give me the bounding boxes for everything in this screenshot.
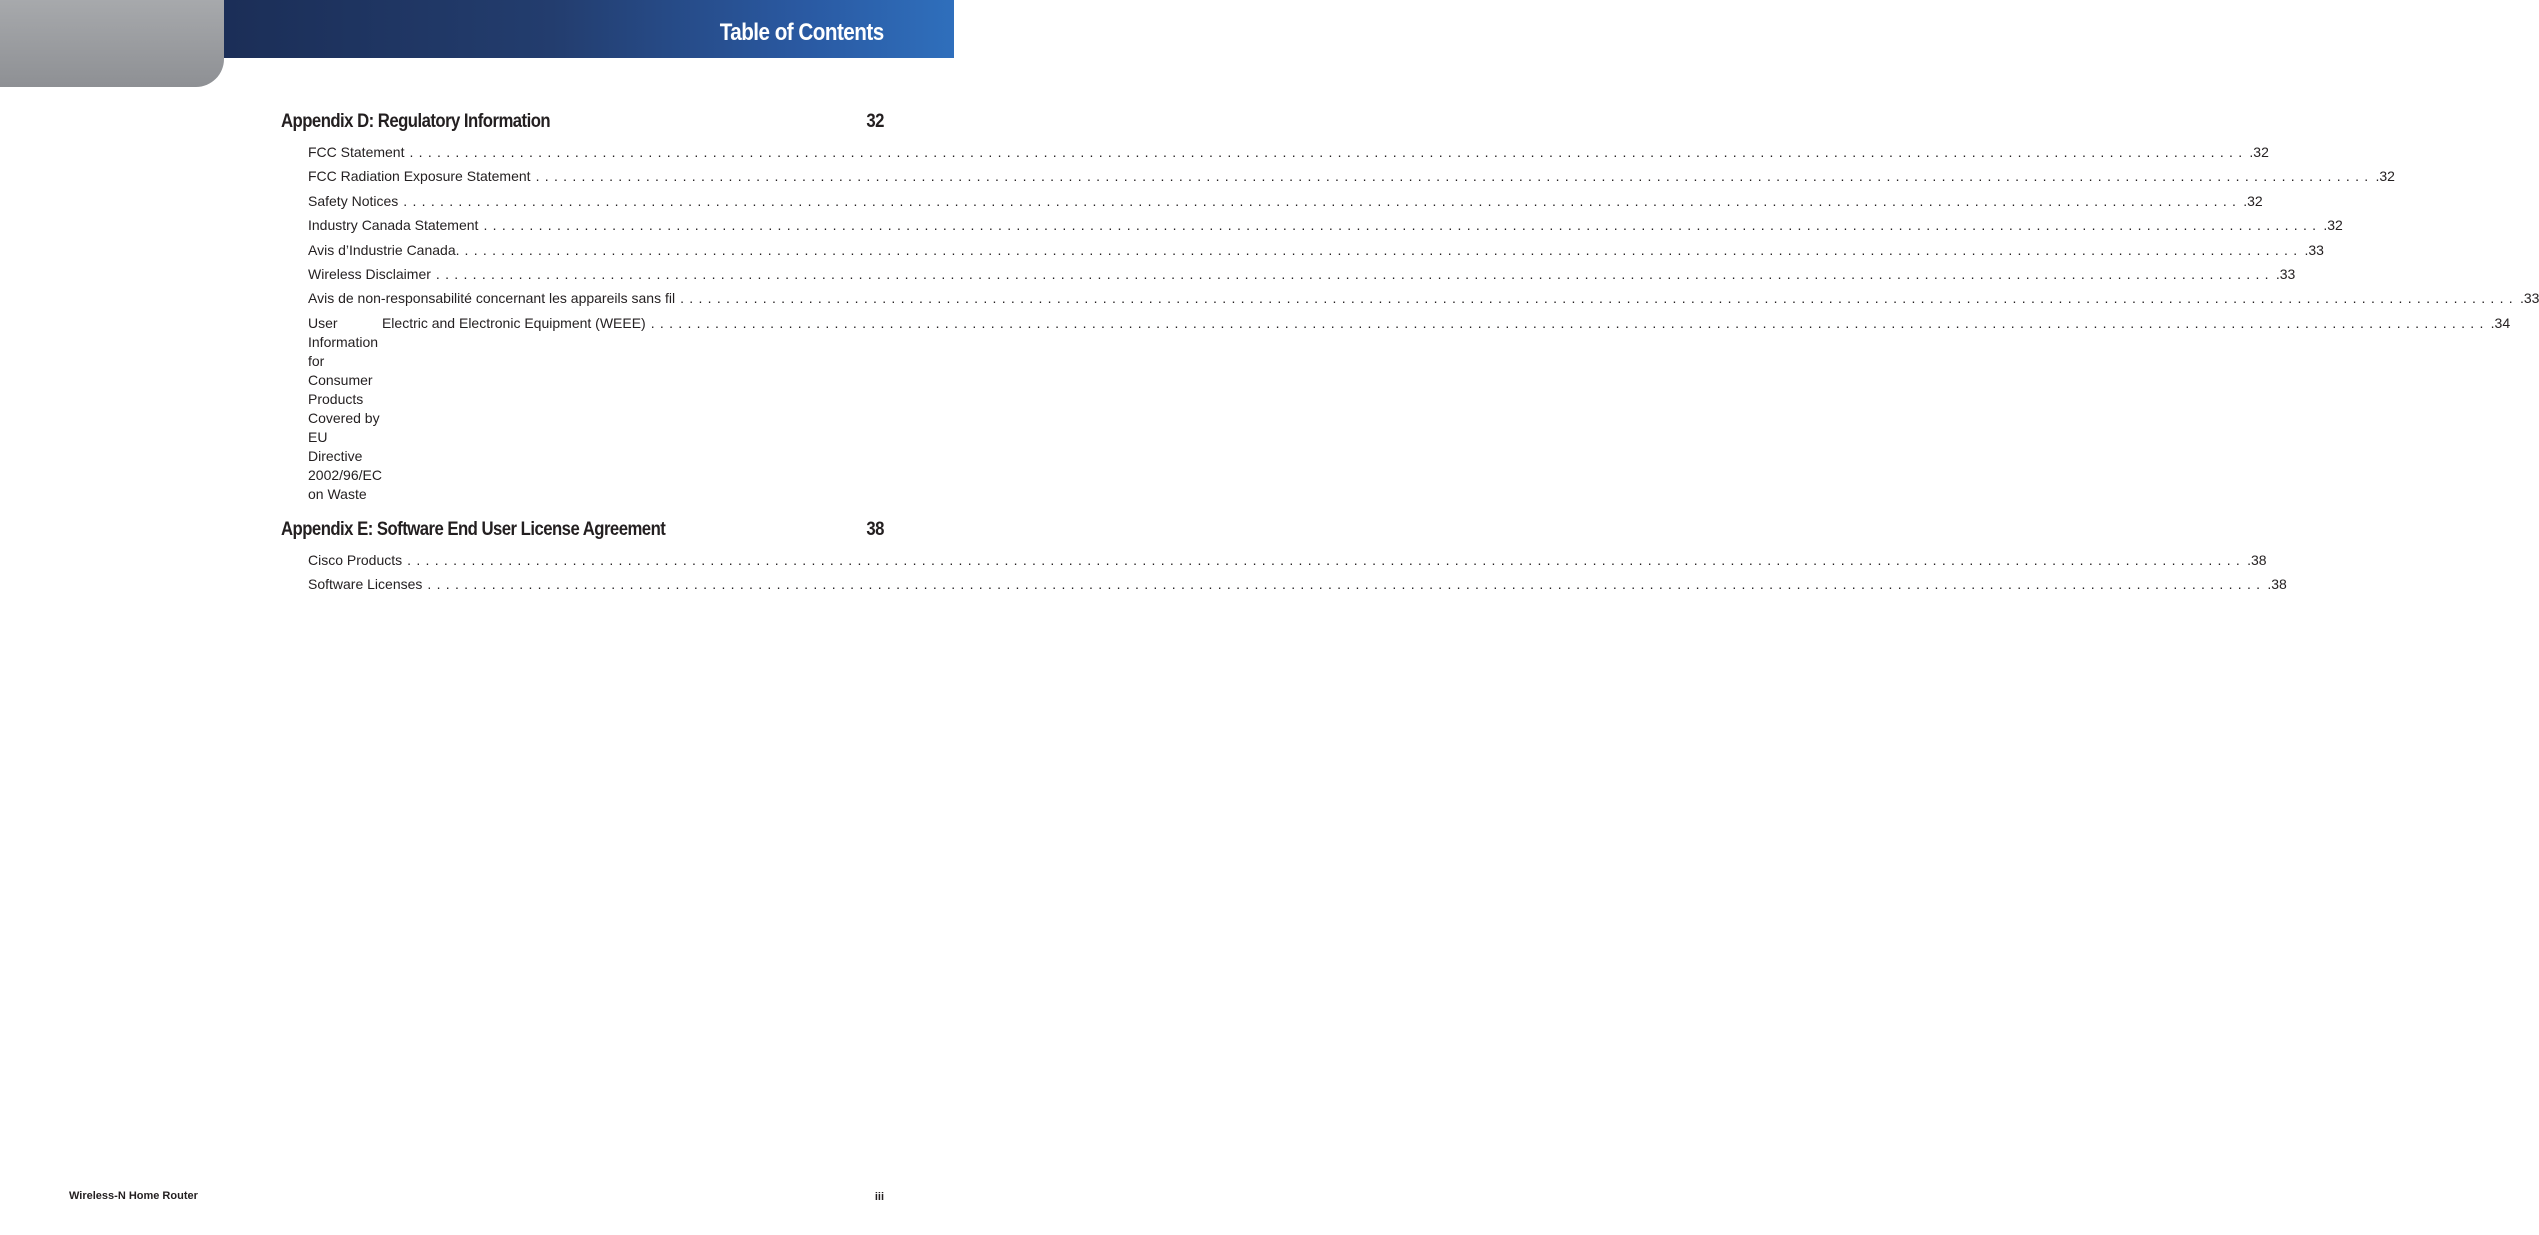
toc-entry-label: Avis de non-responsabilité concernant les appareils sans fil: [308, 290, 676, 307]
toc-entry-label-continued: Electric and Electronic Equipment (WEEE): [381, 314, 646, 331]
toc-entry[interactable]: [308, 575, 2287, 599]
toc-entry-page: .32: [2323, 217, 2343, 234]
toc-entry-page: .32: [2249, 144, 2269, 160]
section-page: 32: [866, 111, 884, 132]
toc-entry-label: Wireless Disclaimer: [308, 265, 431, 282]
toc-entry[interactable]: [308, 289, 2539, 313]
dot-leader: ........................................................................................................................................................................................................: [680, 290, 2518, 307]
toc-section-appendix-e[interactable]: [281, 518, 884, 542]
toc-entry-label: User Information for Consumer Products Covered by EU Directive 2002/96/EC on Waste: [308, 314, 382, 502]
page-title: Table of Contents: [720, 19, 884, 46]
toc-entry-page: .38: [2267, 576, 2287, 593]
dot-leader: ........................................................................................................................................................................................................: [464, 241, 2303, 258]
toc-entry-label: Avis d’Industrie Canada.: [308, 241, 460, 258]
header-bar: [224, 0, 954, 58]
toc-entry-label: Safety Notices: [308, 192, 399, 209]
toc-entry[interactable]: [308, 216, 2343, 240]
toc-entry-page: .38: [2247, 551, 2267, 568]
footer-page-number: iii: [874, 1191, 884, 1203]
toc-entry-label: Industry Canada Statement: [308, 217, 479, 234]
toc-entry[interactable]: [308, 143, 2269, 167]
dot-leader: ........................................................................................................................................................................................................: [535, 168, 2374, 185]
dot-leader: ........................................................................................................................................................................................................: [407, 551, 2246, 568]
section-page: 38: [866, 518, 884, 540]
toc-entry-label: Cisco Products: [308, 551, 403, 568]
toc-entry[interactable]: [308, 241, 2324, 265]
toc-entry-label: FCC Statement: [308, 144, 405, 160]
toc-entry[interactable]: [308, 314, 2511, 504]
toc-entry[interactable]: [308, 551, 2267, 575]
toc-entry-line2: [382, 314, 2510, 333]
toc-entry[interactable]: [308, 192, 2263, 216]
toc-entry-page: .32: [2375, 168, 2395, 185]
toc-entry-label: FCC Radiation Exposure Statement: [308, 168, 531, 185]
dot-leader: ........................................................................................................................................................................................................: [403, 192, 2242, 209]
section-title: Appendix E: Software End User License Agreement: [281, 518, 666, 540]
toc-entries-appendix-d: [308, 143, 2539, 504]
dot-leader: ........................................................................................................................................................................................................: [435, 265, 2274, 282]
toc-entry-page: .33: [2275, 265, 2296, 282]
section-title: Appendix D: Regulatory Information: [281, 111, 551, 132]
table-of-contents: [281, 110, 2539, 600]
toc-section-appendix-d[interactable]: [281, 110, 884, 134]
toc-entry[interactable]: [308, 167, 2395, 191]
toc-entry-page: .34: [2490, 314, 2511, 331]
toc-entry-page: .32: [2243, 192, 2263, 209]
toc-entry-page: .33: [2304, 241, 2324, 258]
dot-leader: ........................................................................................................................................................................................................: [409, 144, 2248, 160]
footer-product-name: Wireless-N Home Router: [69, 1190, 198, 1202]
toc-entry[interactable]: [308, 265, 2296, 289]
toc-entries-appendix-e: [308, 551, 2287, 600]
toc-entry-label: Software Licenses: [308, 576, 423, 593]
dot-leader: ........................................................................................................................................................................................................: [483, 217, 2322, 234]
dot-leader: ........................................................................................................................................................................................................: [650, 314, 2489, 331]
dot-leader: ........................................................................................................................................................................................................: [427, 576, 2266, 593]
header-gray-tab: [0, 0, 224, 87]
toc-entry-page: .33: [2520, 290, 2539, 307]
